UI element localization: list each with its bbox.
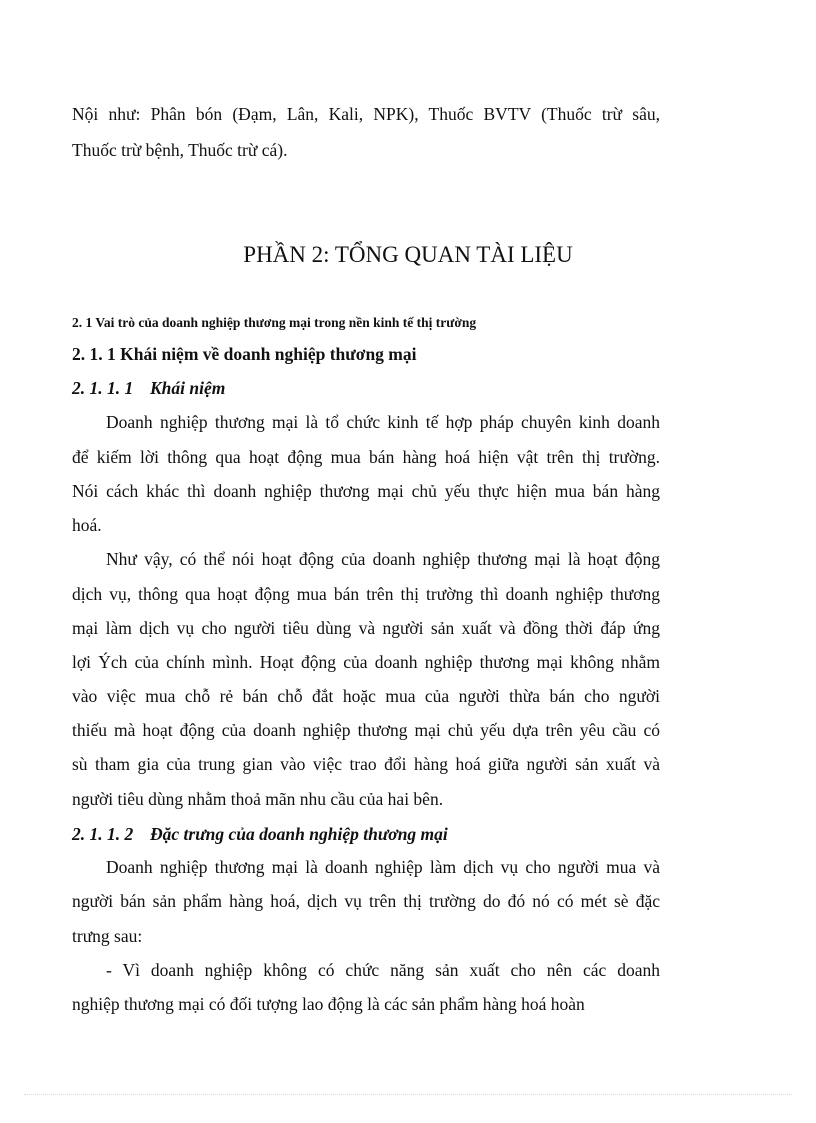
- subsection-title: Khái niệm: [150, 378, 226, 398]
- para4-line-2: nghiệp thương mại có đối tượng lao động là các sản phẩm hàng hoá hoàn: [72, 994, 585, 1014]
- para2-line-3: mại làm dịch vụ cho người tiêu dùng và người sản xuất và đồng thời đáp ứng: [72, 618, 660, 638]
- para2-line-2: dịch vụ, thông qua hoạt động mua bán trên thị trường thì doanh nghiệp thương: [72, 584, 660, 604]
- section-2-1-1-heading: 2. 1. 1 Khái niệm về doanh nghiệp thương mại: [72, 344, 417, 364]
- part-title: PHẦN 2: TỔNG QUAN TÀI LIỆU: [243, 242, 573, 267]
- para4-line-1: - Vì doanh nghiệp không có chức năng sản xuất cho nên các doanh: [106, 960, 660, 980]
- intro-line-2: Thuốc trừ bệnh, Thuốc trừ cá).: [72, 140, 288, 160]
- para2-line-5: vào việc mua chỗ rẻ bán chỗ đắt hoặc mua của người thừa bán cho người: [72, 686, 660, 706]
- intro-line-1: Nội như: Phân bón (Đạm, Lân, Kali, NPK), Thuốc BVTV (Thuốc trừ sâu,: [72, 104, 660, 124]
- para3-line-1: Doanh nghiệp thương mại là doanh nghiệp làm dịch vụ cho người mua và: [106, 857, 660, 877]
- subsection-number: 2. 1. 1. 2: [72, 824, 134, 844]
- para3-line-3: trưng sau:: [72, 926, 143, 946]
- subsection-number: 2. 1. 1. 1: [72, 378, 134, 398]
- para2-line-6: thiếu mà hoạt động của doanh nghiệp thương mại chủ yếu dựa trên yêu cầu có: [72, 720, 660, 740]
- para2-line-7: sù tham gia của trung gian vào việc trao đổi hàng hoá giữa người sản xuất và: [72, 754, 660, 774]
- subsection-2-1-1-1-heading: [72, 376, 225, 400]
- section-2-1-heading: 2. 1 Vai trò của doanh nghiệp thương mại trong nền kinh tế thị trường: [72, 315, 477, 330]
- para1-line-1: Doanh nghiệp thương mại là tổ chức kinh tế hợp pháp chuyên kinh doanh: [106, 412, 660, 432]
- page-bottom-rule: [24, 1094, 792, 1095]
- para2-line-8: người tiêu dùng nhằm thoả mãn nhu cầu của hai bên.: [72, 789, 444, 809]
- para2-line-1: Như vậy, có thể nói hoạt động của doanh nghiệp thương mại là hoạt động: [106, 549, 660, 569]
- subsection-title: Đặc trưng của doanh nghiệp thương mại: [150, 824, 448, 844]
- subsection-2-1-1-2-heading: [72, 822, 448, 846]
- para3-line-2: người bán sản phẩm hàng hoá, dịch vụ trên thị trường do đó nó có mét sè đặc: [72, 891, 660, 911]
- para2-line-4: lợi Ých của chính mình. Hoạt động của doanh nghiệp thương mại không nhằm: [72, 652, 660, 672]
- para1-line-3: Nói cách khác thì doanh nghiệp thương mại chủ yếu thực hiện mua bán hàng: [72, 481, 660, 501]
- para1-line-4: hoá.: [72, 515, 102, 535]
- para1-line-2: để kiếm lời thông qua hoạt động mua bán hàng hoá hiện vật trên thị trường.: [72, 447, 660, 467]
